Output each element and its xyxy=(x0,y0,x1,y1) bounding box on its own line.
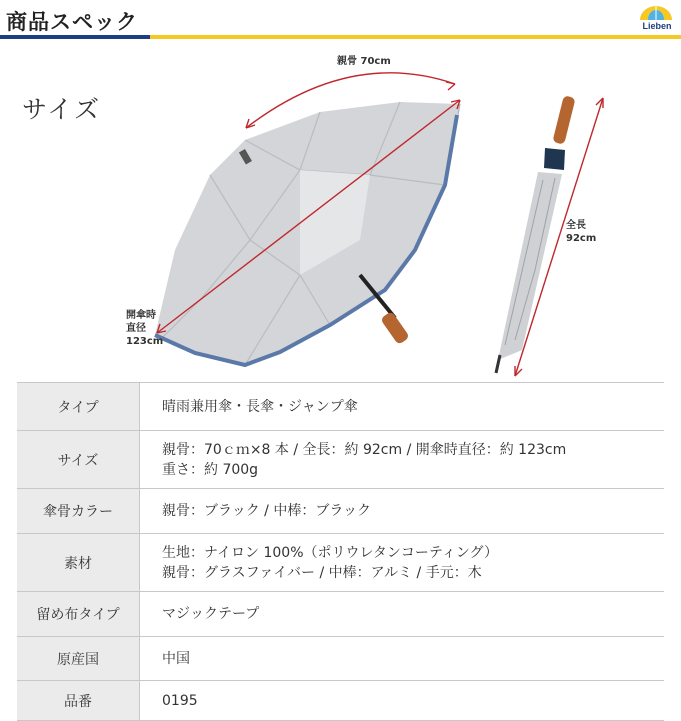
table-row xyxy=(17,431,664,489)
spec-label: 傘骨カラー xyxy=(17,489,140,534)
spec-value xyxy=(140,534,665,592)
spec-value-line: マジックテープ xyxy=(162,606,260,622)
rib-length-label: 親骨 70cm xyxy=(337,56,391,67)
table-row xyxy=(17,383,664,431)
spec-value xyxy=(140,489,665,534)
spec-label: タイプ xyxy=(17,383,140,431)
spec-label: サイズ xyxy=(17,431,140,489)
header-underline xyxy=(150,35,681,39)
logo-text: Lieben xyxy=(642,21,672,31)
open-diameter-label xyxy=(126,309,163,348)
open-diameter-value: 123cm xyxy=(126,336,164,347)
open-diameter-label-line2: 直径 xyxy=(126,323,146,334)
table-row xyxy=(17,592,664,637)
spec-value xyxy=(140,592,665,637)
spec-value-line: 0195 xyxy=(162,692,198,709)
page-title: 商品スペック xyxy=(6,10,138,34)
table-row xyxy=(17,681,664,721)
spec-value-line: 中国 xyxy=(162,650,190,667)
spec-value-line: 親骨：70ｃｍ×8 本 / 全長：約 92cm / 開傘時直径：約 123cm xyxy=(162,441,567,458)
spec-value-line: 親骨：グラスファイバー / 中棒：アルミ / 手元：木 xyxy=(162,564,482,581)
spec-label: 素材 xyxy=(17,534,140,592)
table-row xyxy=(17,489,664,534)
table-row xyxy=(17,534,664,592)
spec-value-line: 重さ：約 700g xyxy=(162,461,259,478)
size-section-heading: サイズ xyxy=(22,95,102,124)
spec-value-line: 生地：ナイロン 100%（ポリウレタンコーティング） xyxy=(162,544,498,561)
spec-value-line: 親骨：ブラック / 中棒：ブラック xyxy=(162,503,372,519)
spec-label: 留め布タイプ xyxy=(17,592,140,637)
total-length-value: 92cm xyxy=(566,233,597,244)
header xyxy=(0,0,681,40)
spec-label: 品番 xyxy=(17,681,140,721)
spec-value xyxy=(140,383,665,431)
umbrella-illustration xyxy=(0,40,681,380)
spec-value-line: 晴雨兼用傘・長傘・ジャンプ傘 xyxy=(162,398,358,415)
spec-value xyxy=(140,681,665,721)
header-underline-accent xyxy=(0,35,150,39)
table-row xyxy=(17,637,664,681)
total-length-label-text: 全長 xyxy=(566,220,586,231)
spec-value xyxy=(140,431,665,489)
spec-table xyxy=(17,382,664,721)
open-diameter-label-line1: 開傘時 xyxy=(126,310,156,321)
total-length-label xyxy=(566,219,596,245)
spec-value xyxy=(140,637,665,681)
spec-label: 原産国 xyxy=(17,637,140,681)
